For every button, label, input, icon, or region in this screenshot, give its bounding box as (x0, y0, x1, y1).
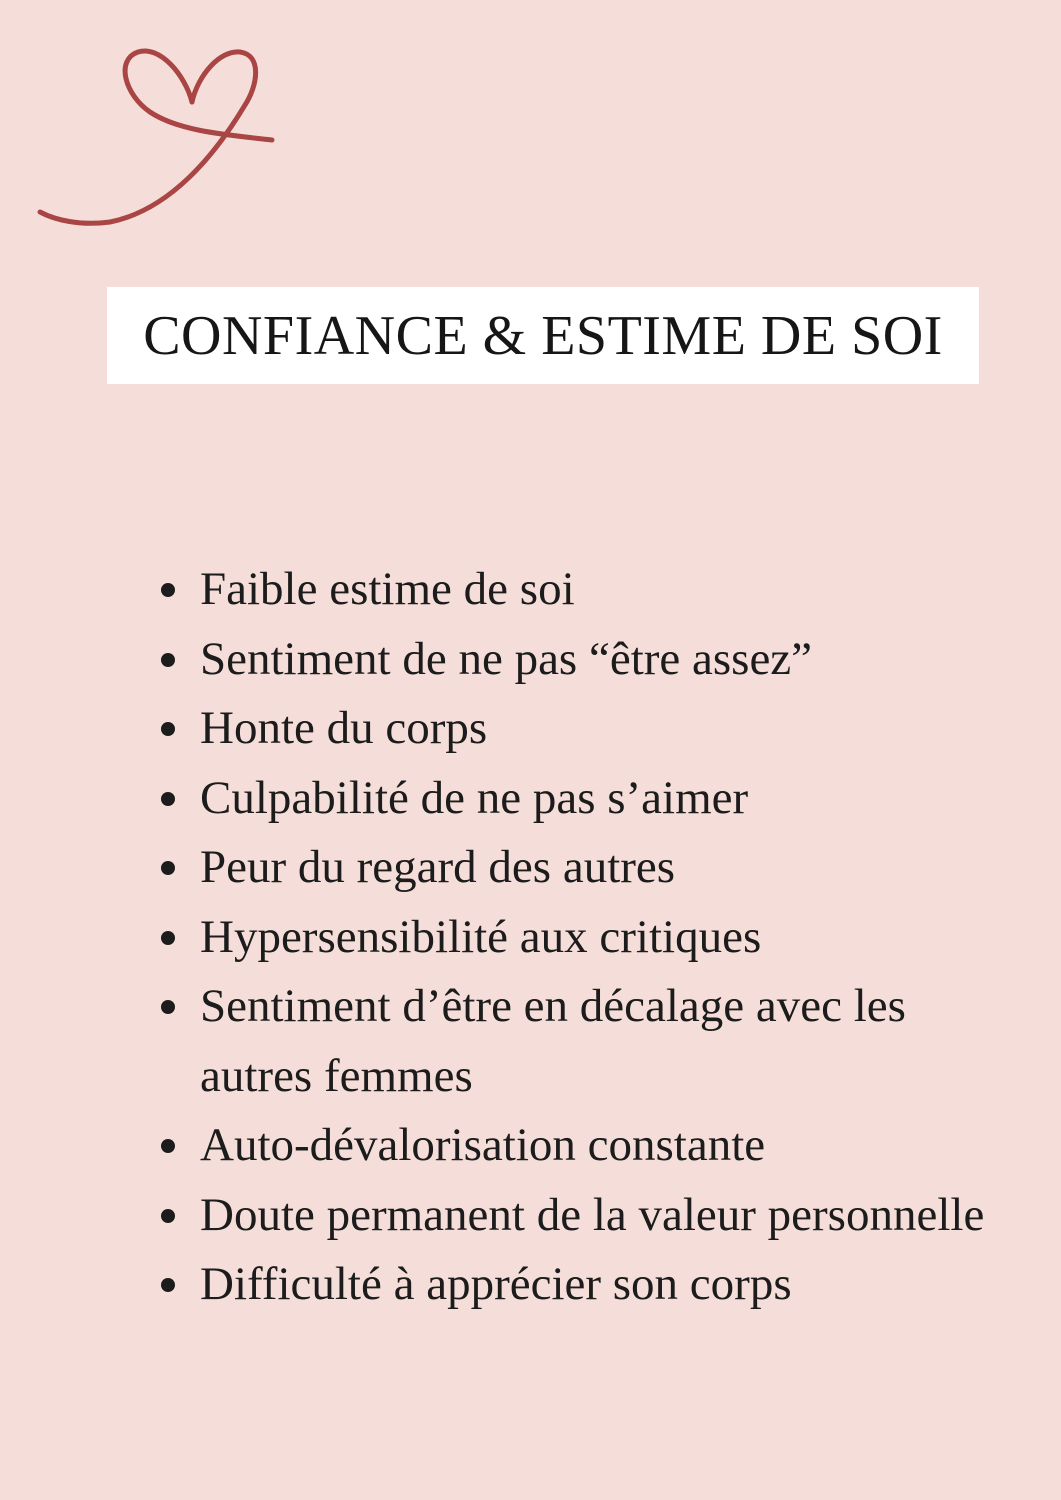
symptom-list (155, 555, 1015, 1320)
list-item-text: Sentiment de ne pas “être assez” (200, 632, 813, 685)
bullet-icon (161, 792, 175, 806)
list-item (155, 555, 1015, 625)
list-item-text: Peur du regard des autres (200, 841, 676, 893)
bullet-icon (161, 1209, 175, 1223)
list-item (155, 1250, 1015, 1320)
list-item-text: Auto-dévalorisation constante (200, 1119, 766, 1171)
list-item (155, 903, 1015, 973)
list-item-text: Hypersensibilité aux critiques (200, 910, 762, 963)
bullet-icon (161, 1000, 175, 1014)
list-item (155, 764, 1015, 834)
bullet-icon (161, 861, 175, 875)
bullet-icon (161, 1278, 175, 1292)
list-item-text: Difficulté à apprécier son corps (200, 1258, 792, 1310)
list-item (155, 625, 1015, 695)
list-item (155, 1111, 1015, 1181)
list-item (155, 833, 1015, 903)
list-item-text: Honte du corps (200, 702, 488, 754)
bullet-icon (161, 931, 175, 945)
heart-icon (30, 40, 290, 240)
page-title: CONFIANCE & ESTIME DE SOI (143, 304, 943, 367)
list-item-text: Culpabilité de ne pas s’aimer (200, 771, 749, 824)
list-item (155, 1181, 1015, 1251)
list-item (155, 972, 1015, 1111)
title-box (107, 287, 979, 384)
bullet-icon (161, 1139, 175, 1153)
bullet-icon (161, 722, 175, 736)
list-item-text: Doute permanent de la valeur personnelle (200, 1188, 985, 1241)
bullet-icon (161, 653, 175, 667)
list-item-text: Faible estime de soi (200, 563, 575, 615)
list-item-text: Sentiment d’être en décalage avec les autres femmes (200, 980, 906, 1102)
bullet-icon (161, 583, 175, 597)
list-item (155, 694, 1015, 764)
